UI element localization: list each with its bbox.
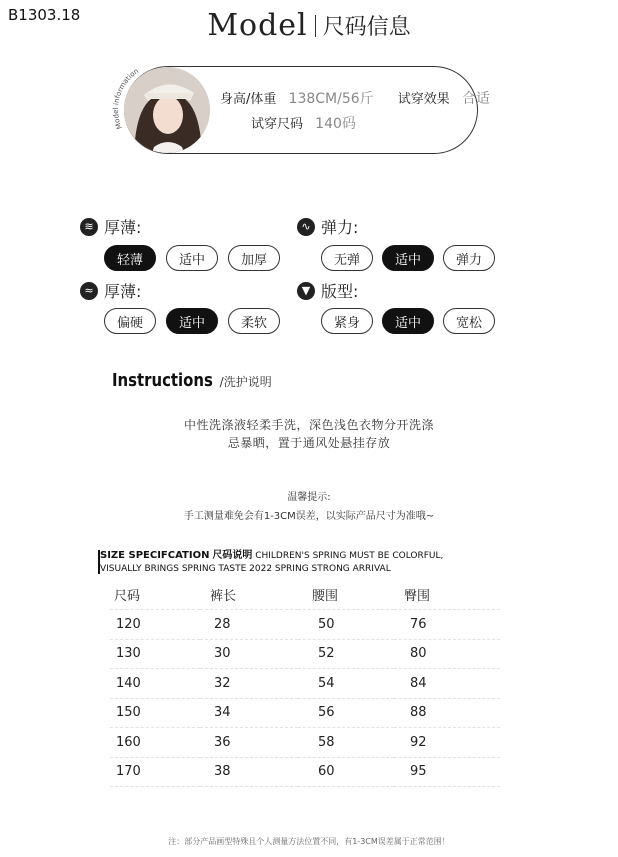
cell-waist: 52 [298,639,394,669]
table-row [110,728,500,758]
attr-fit-title [297,279,358,302]
pill-softness-2: 柔软 [228,308,280,334]
attr-elasticity-title [297,215,358,238]
table-row [110,669,500,699]
instructions-line-1: 中性洗涤液轻柔手洗，深色浅色衣物分开洗涤 [183,418,434,432]
tried-size-label: 试穿尺码 [251,117,304,132]
attr-elasticity-label: 弹力: [321,218,359,237]
size-table-header [110,580,500,610]
pill-elasticity-0: 无弹 [321,245,373,271]
cell-waist: 56 [298,698,394,728]
cell-waist: 60 [298,757,394,787]
col-size: 尺码 [110,580,200,610]
pill-thickness-2: 加厚 [228,245,280,271]
pill-softness-1: 适中 [166,308,218,334]
svg-text:Model information: Model information [111,67,141,131]
attr-thickness-label: 厚薄: [104,218,142,237]
pill-fit-0: 紧身 [321,308,373,334]
model-size-row [251,113,356,133]
footnote: 注：部分产品画型特殊且个人测量方法位置不同，有1-3CM误差属于正常范围！ [168,837,450,846]
pill-softness-0: 偏硬 [104,308,156,334]
cell-hip: 88 [394,698,500,728]
attr-thickness-title [80,215,141,238]
product-code: B1303.18 [8,6,81,24]
cell-pants-length: 30 [200,639,298,669]
model-photo [124,67,210,153]
fit-effect-label: 试穿效果 [397,92,450,107]
cell-hip: 92 [394,728,500,758]
header-divider [315,15,316,37]
stretch-icon: ∿ [297,218,315,236]
instructions-title-en: Instructions [112,370,213,391]
height-weight-label: 身高/体重 [220,92,277,107]
tshirt-icon: ▼ [297,282,315,300]
pill-elasticity-2: 弹力 [443,245,495,271]
instructions-heading [112,370,272,391]
cell-waist: 54 [298,669,394,699]
size-spec-title: SIZE SPECIFCATION [100,550,210,561]
page-header [0,8,618,43]
fit-effect-value: 合适 [461,91,490,107]
cell-hip: 76 [394,610,500,640]
cell-size: 140 [110,669,200,699]
cell-pants-length: 38 [200,757,298,787]
instructions-line-2: 忌暴晒，置于通风处悬挂存放 [227,436,391,450]
cell-hip: 84 [394,669,500,699]
cell-waist: 50 [298,610,394,640]
size-spec-header [100,549,443,576]
model-avatar-block [108,58,212,162]
cell-waist: 58 [298,728,394,758]
cell-size: 150 [110,698,200,728]
col-waist: 腰围 [298,580,394,610]
cell-pants-length: 36 [200,728,298,758]
header-model-word: Model [207,8,308,43]
cell-size: 170 [110,757,200,787]
instructions-title-cn: /洗护说明 [219,375,272,389]
feather-icon: ≈ [80,282,98,300]
size-spec-tagline-2: VISUALLY BRINGS SPRING TASTE 2022 SPRING STRONG ARRIVAL [100,564,391,574]
table-row [110,698,500,728]
tried-size-value: 140码 [315,116,356,132]
table-row [110,639,500,669]
cell-pants-length: 28 [200,610,298,640]
cell-hip: 95 [394,757,500,787]
col-pants-length: 裤长 [200,580,298,610]
cell-size: 120 [110,610,200,640]
attr-softness-label: 厚薄: [104,282,142,301]
table-row [110,757,500,787]
layers-icon: ≋ [80,218,98,236]
size-spec-bar [98,550,100,574]
attr-softness-title [80,279,141,302]
col-hip: 臀围 [394,580,500,610]
header-title-cn: 尺码信息 [322,15,411,40]
attr-fit-label: 版型: [321,282,359,301]
cell-size: 130 [110,639,200,669]
size-spec-title-cn: 尺码说明 [212,550,253,561]
table-row [110,610,500,640]
model-height-weight-row [220,88,490,108]
pill-thickness-1: 适中 [166,245,218,271]
pill-thickness-0: 轻薄 [104,245,156,271]
tip-title: 温馨提示: [287,492,331,503]
tip-text: 手工测量难免会有1-3CM误差，以实际产品尺寸为准哦~ [183,511,435,522]
pill-fit-1: 适中 [382,308,434,334]
cell-pants-length: 34 [200,698,298,728]
pill-fit-2: 宽松 [443,308,495,334]
height-weight-value: 138CM/56斤 [288,91,374,107]
cell-pants-length: 32 [200,669,298,699]
cell-size: 160 [110,728,200,758]
pill-elasticity-1: 适中 [382,245,434,271]
cell-hip: 80 [394,639,500,669]
size-spec-tagline-1: CHILDREN'S SPRING MUST BE COLORFUL, [255,551,444,561]
size-table [110,580,500,787]
